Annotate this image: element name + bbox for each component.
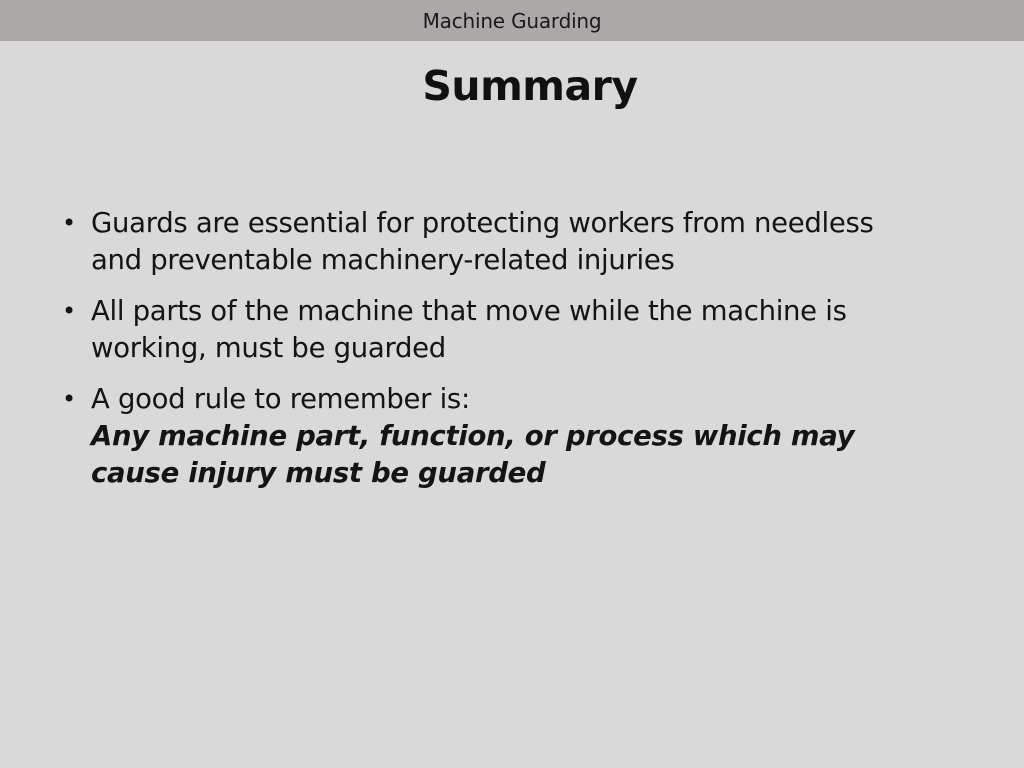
- bullet-icon: •: [62, 209, 76, 237]
- bullet-item: [62, 205, 922, 279]
- bullet-icon: •: [62, 297, 76, 325]
- bullet-list: [62, 205, 922, 506]
- header-label: Machine Guarding: [422, 8, 602, 33]
- bullet-item: [62, 293, 922, 367]
- bullet-icon: •: [62, 385, 76, 413]
- bullet-text: Guards are essential for protecting workers from needless and preventable machinery-related injuries: [91, 207, 874, 276]
- bullet-text: All parts of the machine that move while the machine is working, must be guarded: [91, 295, 847, 364]
- header-band: [0, 0, 1024, 41]
- slide-title: Summary: [422, 62, 638, 110]
- rule-emphasis-text: Any machine part, function, or process which may cause injury must be guarded: [91, 420, 855, 489]
- bullet-item: [62, 381, 922, 492]
- bullet-text: A good rule to remember is:: [91, 383, 470, 415]
